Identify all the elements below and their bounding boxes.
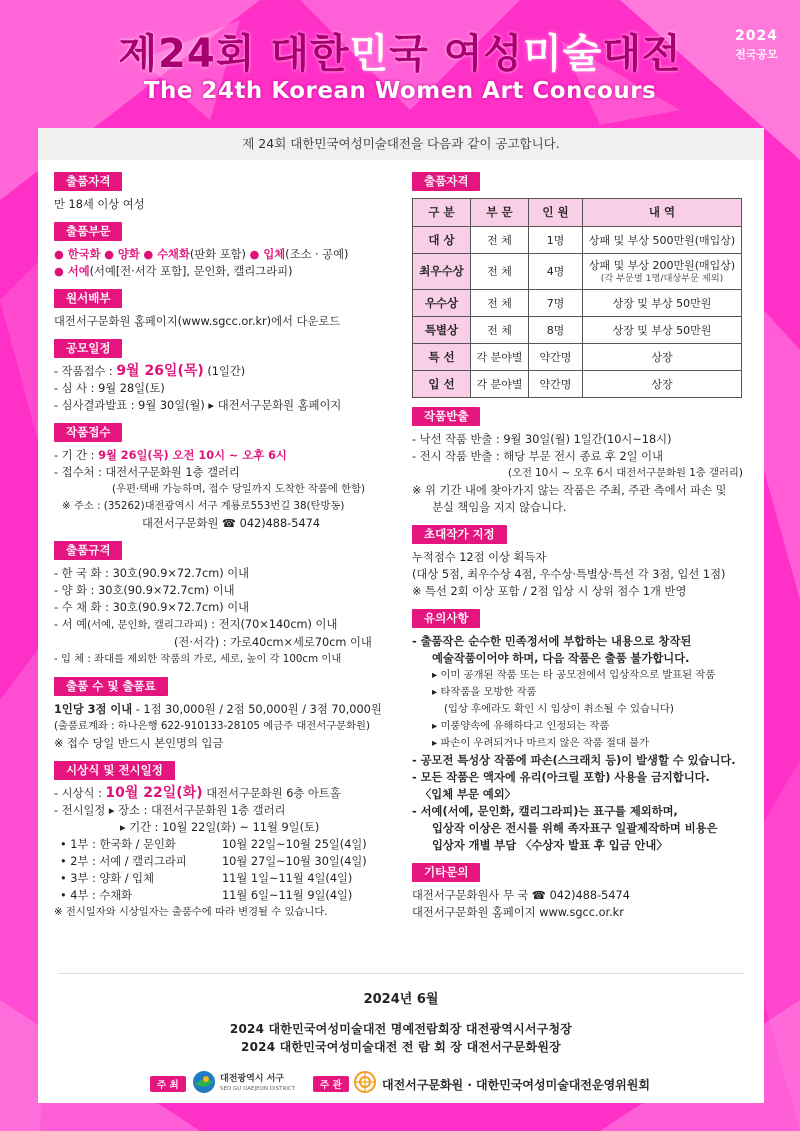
host-tag: 주 최 <box>150 1076 186 1092</box>
award-category-cell-text: 특별상 <box>424 322 459 337</box>
poster-header <box>0 0 800 125</box>
section-heading: 출품자격 <box>54 172 122 191</box>
section-submission <box>54 423 399 532</box>
exhibition-part-name: • 1부 : 한국화 / 문인화 <box>60 838 176 851</box>
left-column <box>54 172 399 930</box>
award-field-cell <box>471 254 529 290</box>
exhibition-part <box>54 853 399 870</box>
award-count-cell <box>529 254 583 290</box>
section-heading: 유의사항 <box>412 609 480 628</box>
category-calligraphy-note: (서예[전·서각 포함], 문인화, 캘리그라피) <box>89 265 293 278</box>
section-cautions <box>412 609 750 854</box>
section-heading: 출품 수 및 출품료 <box>54 677 168 696</box>
award-category-cell <box>413 317 471 344</box>
announcement-notice: 제 24회 대한민국여성미술대전을 다음과 같이 공고합니다. <box>38 128 764 160</box>
eligibility-text: 만 18세 이상 여성 <box>54 198 145 211</box>
column-header: 내 역 <box>583 199 742 227</box>
table-row <box>413 344 742 371</box>
exhibition-part <box>54 887 399 904</box>
submission-place: - 접수처 : 대전서구문화원 1층 갤러리 <box>54 466 240 479</box>
award-field-cell <box>471 317 529 344</box>
award-field-cell-text: 전 체 <box>487 323 512 337</box>
award-count-cell <box>529 371 583 398</box>
exhibition-part <box>54 836 399 853</box>
section-eligibility <box>54 172 399 213</box>
award-detail-cell <box>583 254 742 290</box>
section-fee <box>54 677 399 752</box>
award-field-cell-text: 각 분야별 <box>476 377 523 391</box>
award-field-cell-text: 전 체 <box>487 233 512 247</box>
year-badge <box>735 28 778 62</box>
spec-watercolor: - 수 채 화 : 30호(90.9×72.7cm) 이내 <box>54 601 250 614</box>
category-korean-painting: ● 한국화 <box>54 248 101 261</box>
exhibition-part-name: • 4부 : 수채화 <box>60 889 133 902</box>
title-part-4: 미술 <box>523 31 603 77</box>
schedule-submission-label: - 작품접수 : <box>54 365 117 378</box>
award-detail-cell-text: 상패 및 부상 200만원(매입상) <box>588 258 736 272</box>
host-name: 대전광역시 서구 <box>220 1074 284 1084</box>
submission-period-value: 9월 26일(목) 오전 10시 ~ 오후 6시 <box>98 449 287 462</box>
title-part-3: 국 여성 <box>389 31 524 77</box>
award-field-cell <box>471 371 529 398</box>
schedule-judging: - 심 사 : 9월 28일(토) <box>54 382 165 395</box>
spec-sculpture: - 입 체 : 좌대를 제외한 작품의 가로, 세로, 높이 각 100cm 이내 <box>54 653 342 665</box>
exhibition-part-name: • 3부 : 양화 / 입체 <box>60 872 154 885</box>
award-count-cell <box>529 227 583 254</box>
award-count-cell <box>529 290 583 317</box>
section-category <box>54 222 399 280</box>
table-row <box>413 371 742 398</box>
section-heading: 시상식 및 전시일정 <box>54 761 175 780</box>
organizer-name: 대전서구문화원 · 대한민국여성미술대전운영위원회 <box>382 1078 650 1092</box>
caution-4c: 입상자 개별 부담 〈수상자 발표 후 입금 안내〉 <box>432 839 668 852</box>
form-download-text: 대전서구문화원 홈페이지(www.sgcc.or.kr)에서 다운로드 <box>54 315 341 328</box>
section-heading: 공모일정 <box>54 339 122 358</box>
contact-phone: 대전서구문화원사 무 국 ☎ 042)488-5474 <box>412 889 630 902</box>
title-part-1: 제24회 대한 <box>118 31 350 77</box>
fee-limit: 1인당 3점 이내 <box>54 703 133 716</box>
caution-1b: 예술작품이어야 하며, 다음 작품은 출품 불가합니다. <box>432 652 690 665</box>
exhibition-part <box>54 870 399 887</box>
cultural-center-logo-icon <box>353 1070 377 1094</box>
award-count-cell-text: 7명 <box>546 296 565 310</box>
section-heading: 작품접수 <box>54 423 122 442</box>
award-detail-subnote: (각 부문별 1명/대상부문 제외) <box>600 272 724 284</box>
award-category-cell-text: 특 선 <box>428 349 455 364</box>
table-row <box>413 227 742 254</box>
section-heading: 초대작가 지정 <box>412 525 507 544</box>
badge-year: 2024 <box>735 28 778 44</box>
exhibition-period: ▸ 기간 : 10월 22일(화) ~ 11월 9일(토) <box>120 821 320 834</box>
category-line-1 <box>54 246 399 263</box>
invited-points: (대상 5점, 최우수상 4점, 우수상·특별상·특선 각 3점, 입선 1점) <box>412 568 726 581</box>
award-field-cell-text: 각 분야별 <box>476 350 523 364</box>
organizer-tag: 주 관 <box>313 1076 349 1092</box>
award-count-cell-text: 4명 <box>546 265 565 278</box>
section-heading: 출품자격 <box>412 172 480 191</box>
award-detail-cell-text: 상장 <box>651 377 673 391</box>
schedule-results: - 심사결과발표 : 9월 30일(월) ▸ 대전서구문화원 홈페이지 <box>54 399 342 412</box>
award-count-cell <box>529 317 583 344</box>
section-invited-artist <box>412 525 750 600</box>
submission-period-label: - 기 간 : <box>54 449 99 462</box>
section-spec <box>54 541 399 668</box>
ceremony-place: 대전서구문화원 6층 아트홀 <box>202 787 341 800</box>
invited-criteria: 누적점수 12점 이상 획득자 <box>412 551 547 564</box>
award-category-cell <box>413 371 471 398</box>
category-calligraphy: ● 서예 <box>54 265 90 278</box>
section-heading: 원서배부 <box>54 289 122 308</box>
awards-table-header <box>413 199 742 227</box>
badge-text: 전국공모 <box>735 48 778 61</box>
fee-account: (출품료계좌 : 하나은행 622-910133-28105 예금주 대전서구문화원) <box>54 720 371 732</box>
return-note: ※ 위 기간 내에 찾아가지 않는 작품은 주최, 주관 측에서 파손 및 <box>412 484 727 497</box>
exhibition-part-name: • 2부 : 서예 / 캘리그라피 <box>60 855 187 868</box>
exhibition-parts-list <box>54 836 399 904</box>
award-count-cell-text: 8명 <box>546 323 565 337</box>
caution-item: ▸ 미풍양속에 유해하다고 인정되는 작품 <box>432 720 610 732</box>
table-row <box>413 254 742 290</box>
sponsor-logos <box>38 1068 764 1098</box>
category-sculpture: ● 입체 <box>249 248 286 261</box>
award-field-cell <box>471 290 529 317</box>
ceremony-note: ※ 전시일자와 시상일자는 출품수에 따라 변경될 수 있습니다. <box>54 906 328 918</box>
award-detail-cell <box>583 290 742 317</box>
category-watercolor-note: (판화 포함) <box>189 248 246 261</box>
caution-4b: 입상작 이상은 전시를 위해 족자표구 일괄제작하며 비용은 <box>432 822 718 835</box>
caution-item: ▸ 타작품을 모방한 작품 <box>432 686 537 698</box>
award-count-cell-text: 1명 <box>546 233 565 247</box>
host-name-english: SEO GU DAEJEON DISTRICT <box>220 1086 296 1092</box>
exhibition-part-date: 10월 22일~10월 25일(4일) <box>222 838 367 851</box>
fee-amounts: - 1점 30,000원 / 2점 50,000원 / 3점 70,000원 <box>132 703 382 716</box>
category-western-painting: ● 양화 <box>104 248 140 261</box>
submission-mail-note: (우편·택배 가능하며, 접수 당일까지 도착한 작품에 한함) <box>112 483 366 495</box>
award-category-cell-text: 우수상 <box>424 295 459 310</box>
award-category-cell <box>413 227 471 254</box>
title-part-2: 민 <box>349 31 390 77</box>
footer-divider <box>58 973 744 974</box>
award-field-cell-text: 전 체 <box>487 265 512 278</box>
award-detail-cell <box>583 227 742 254</box>
fee-line <box>54 701 399 718</box>
caution-4: - 서예(서예, 문인화, 캘리그라피)는 표구를 제외하며, <box>412 805 678 818</box>
category-line-2 <box>54 263 399 280</box>
award-detail-cell-text: 상장 및 부상 50만원 <box>612 296 712 310</box>
exhibition-part-date: 11월 6일~11월 9일(4일) <box>222 889 353 902</box>
award-field-cell <box>471 227 529 254</box>
award-category-cell <box>413 344 471 371</box>
caution-item: ▸ 파손이 우려되거나 마르지 않은 작품 절대 불가 <box>432 737 650 749</box>
section-schedule <box>54 339 399 414</box>
exhibition-part-date: 10월 27일~10월 30일(4일) <box>222 855 367 868</box>
return-hours: (오전 10시 ~ 오후 6시 대전서구문화원 1층 갤러리) <box>508 467 743 479</box>
schedule-submission-date: 9월 26일(목) <box>116 363 204 379</box>
award-field-cell-text: 전 체 <box>487 296 512 310</box>
spec-calligraphy-size: : 전지(70×140cm) 이내 <box>207 618 338 631</box>
schedule-submission <box>54 363 399 380</box>
poster-title-english: The 24th Korean Women Art Concours <box>143 78 657 104</box>
section-contact <box>412 863 750 921</box>
spec-calligraphy-label: - 서 예 <box>54 618 88 631</box>
award-detail-cell-text: 상장 및 부상 50만원 <box>612 323 712 337</box>
awards-table <box>412 198 742 398</box>
return-rejected: - 낙선 작품 반출 : 9월 30일(월) 1일간(10시~18시) <box>412 433 672 446</box>
exhibition-place: - 전시일정 ▸ 장소 : 대전서구문화원 1층 갤러리 <box>54 804 286 817</box>
section-return <box>412 407 750 516</box>
caution-1: - 출품작은 순수한 민족정서에 부합하는 내용으로 창작된 <box>412 635 692 648</box>
return-note-2: 분실 책임을 지지 않습니다. <box>432 501 567 514</box>
spec-seal-carving: (전·서각) : 가로40cm×세로70cm 이내 <box>174 636 372 649</box>
award-detail-cell <box>583 371 742 398</box>
caution-item: ▸ 이미 공개된 작품 또는 타 공모전에서 입상작으로 발표된 작품 <box>432 669 716 681</box>
award-field-cell <box>471 344 529 371</box>
spec-calligraphy <box>54 616 399 634</box>
section-heading: 작품반출 <box>412 407 480 426</box>
spec-calligraphy-kinds: (서예, 문인화, 캘리그라피) <box>87 619 208 631</box>
table-row <box>413 290 742 317</box>
award-count-cell-text: 약간명 <box>539 377 572 391</box>
ceremony-label: - 시상식 : <box>54 787 106 800</box>
poster-content-panel <box>38 128 764 1103</box>
submission-phone: 대전서구문화원 ☎ 042)488-5474 <box>142 517 321 530</box>
award-count-cell <box>529 344 583 371</box>
spec-korean-painting: - 한 국 화 : 30호(90.9×72.7cm) 이내 <box>54 567 250 580</box>
award-category-cell-text: 최우수상 <box>419 264 464 278</box>
spec-western-painting: - 양 화 : 30호(90.9×72.7cm) 이내 <box>54 584 235 597</box>
return-exhibited: - 전시 작품 반출 : 해당 부문 전시 종료 후 2일 이내 <box>412 450 664 463</box>
column-header: 부 문 <box>471 199 529 227</box>
section-heading: 기타문의 <box>412 863 480 882</box>
ceremony-day: 10월 22일(화) <box>105 785 203 801</box>
section-application-form <box>54 289 399 330</box>
caution-3b: 〈입체 부문 예외〉 <box>420 788 516 801</box>
exhibition-part-date: 11월 1일~11월 4일(4일) <box>222 872 353 885</box>
host-logo-text <box>220 1074 295 1094</box>
ceremony-date <box>54 785 399 802</box>
submission-period <box>54 447 399 464</box>
award-count-cell-text: 약간명 <box>539 350 572 364</box>
award-category-cell <box>413 290 471 317</box>
award-detail-cell <box>583 317 742 344</box>
section-heading: 출품규격 <box>54 541 122 560</box>
contact-website: 대전서구문화원 홈페이지 www.sgcc.or.kr <box>412 906 624 919</box>
fee-note: ※ 접수 당일 반드시 본인명의 입금 <box>54 737 224 750</box>
award-category-cell-text: 입 선 <box>428 376 455 391</box>
right-column <box>412 172 750 930</box>
column-header: 인 원 <box>529 199 583 227</box>
section-awards <box>412 172 750 398</box>
section-ceremony <box>54 761 399 921</box>
caution-3: - 모든 작품은 액자에 유리(아크릴 포함) 사용을 금지합니다. <box>412 771 710 784</box>
submission-address: ※ 주소 : (35262)대전광역시 서구 계룡로553번길 38(탄방동) <box>62 500 345 512</box>
award-detail-cell <box>583 344 742 371</box>
caution-item-note: (입상 후에라도 확인 시 입상이 취소될 수 있습니다) <box>444 703 674 715</box>
award-detail-cell-text: 상장 <box>651 350 673 364</box>
column-header: 구 분 <box>413 199 471 227</box>
award-category-cell <box>413 254 471 290</box>
category-sculpture-note: (조소 · 공예) <box>285 248 349 261</box>
seo-gu-logo-icon <box>192 1070 216 1094</box>
title-part-5: 대전 <box>602 31 682 77</box>
announcement-date: 2024년 6월 <box>363 992 439 1007</box>
exhibition-chair: 2024 대한민국여성미술대전 전 람 회 장 대전서구문화원장 <box>241 1040 561 1054</box>
caution-2: - 공모전 특성상 작품에 파손(스크래치 등)이 발생할 수 있습니다. <box>412 754 736 767</box>
section-heading: 출품부문 <box>54 222 122 241</box>
poster-title <box>0 22 800 79</box>
award-category-cell-text: 대 상 <box>428 232 455 247</box>
honorary-chair: 2024 대한민국여성미술대전 명예전람회장 대전광역시서구청장 <box>229 1022 573 1036</box>
category-watercolor: ● 수채화 <box>143 248 190 261</box>
table-row <box>413 317 742 344</box>
awards-table-body <box>413 227 742 398</box>
award-detail-cell-text: 상패 및 부상 500만원(매입상) <box>588 233 736 247</box>
invited-note: ※ 특선 2회 이상 포함 / 2점 입상 시 상위 점수 1개 반영 <box>412 585 687 598</box>
schedule-submission-duration: (1일간) <box>203 365 246 378</box>
